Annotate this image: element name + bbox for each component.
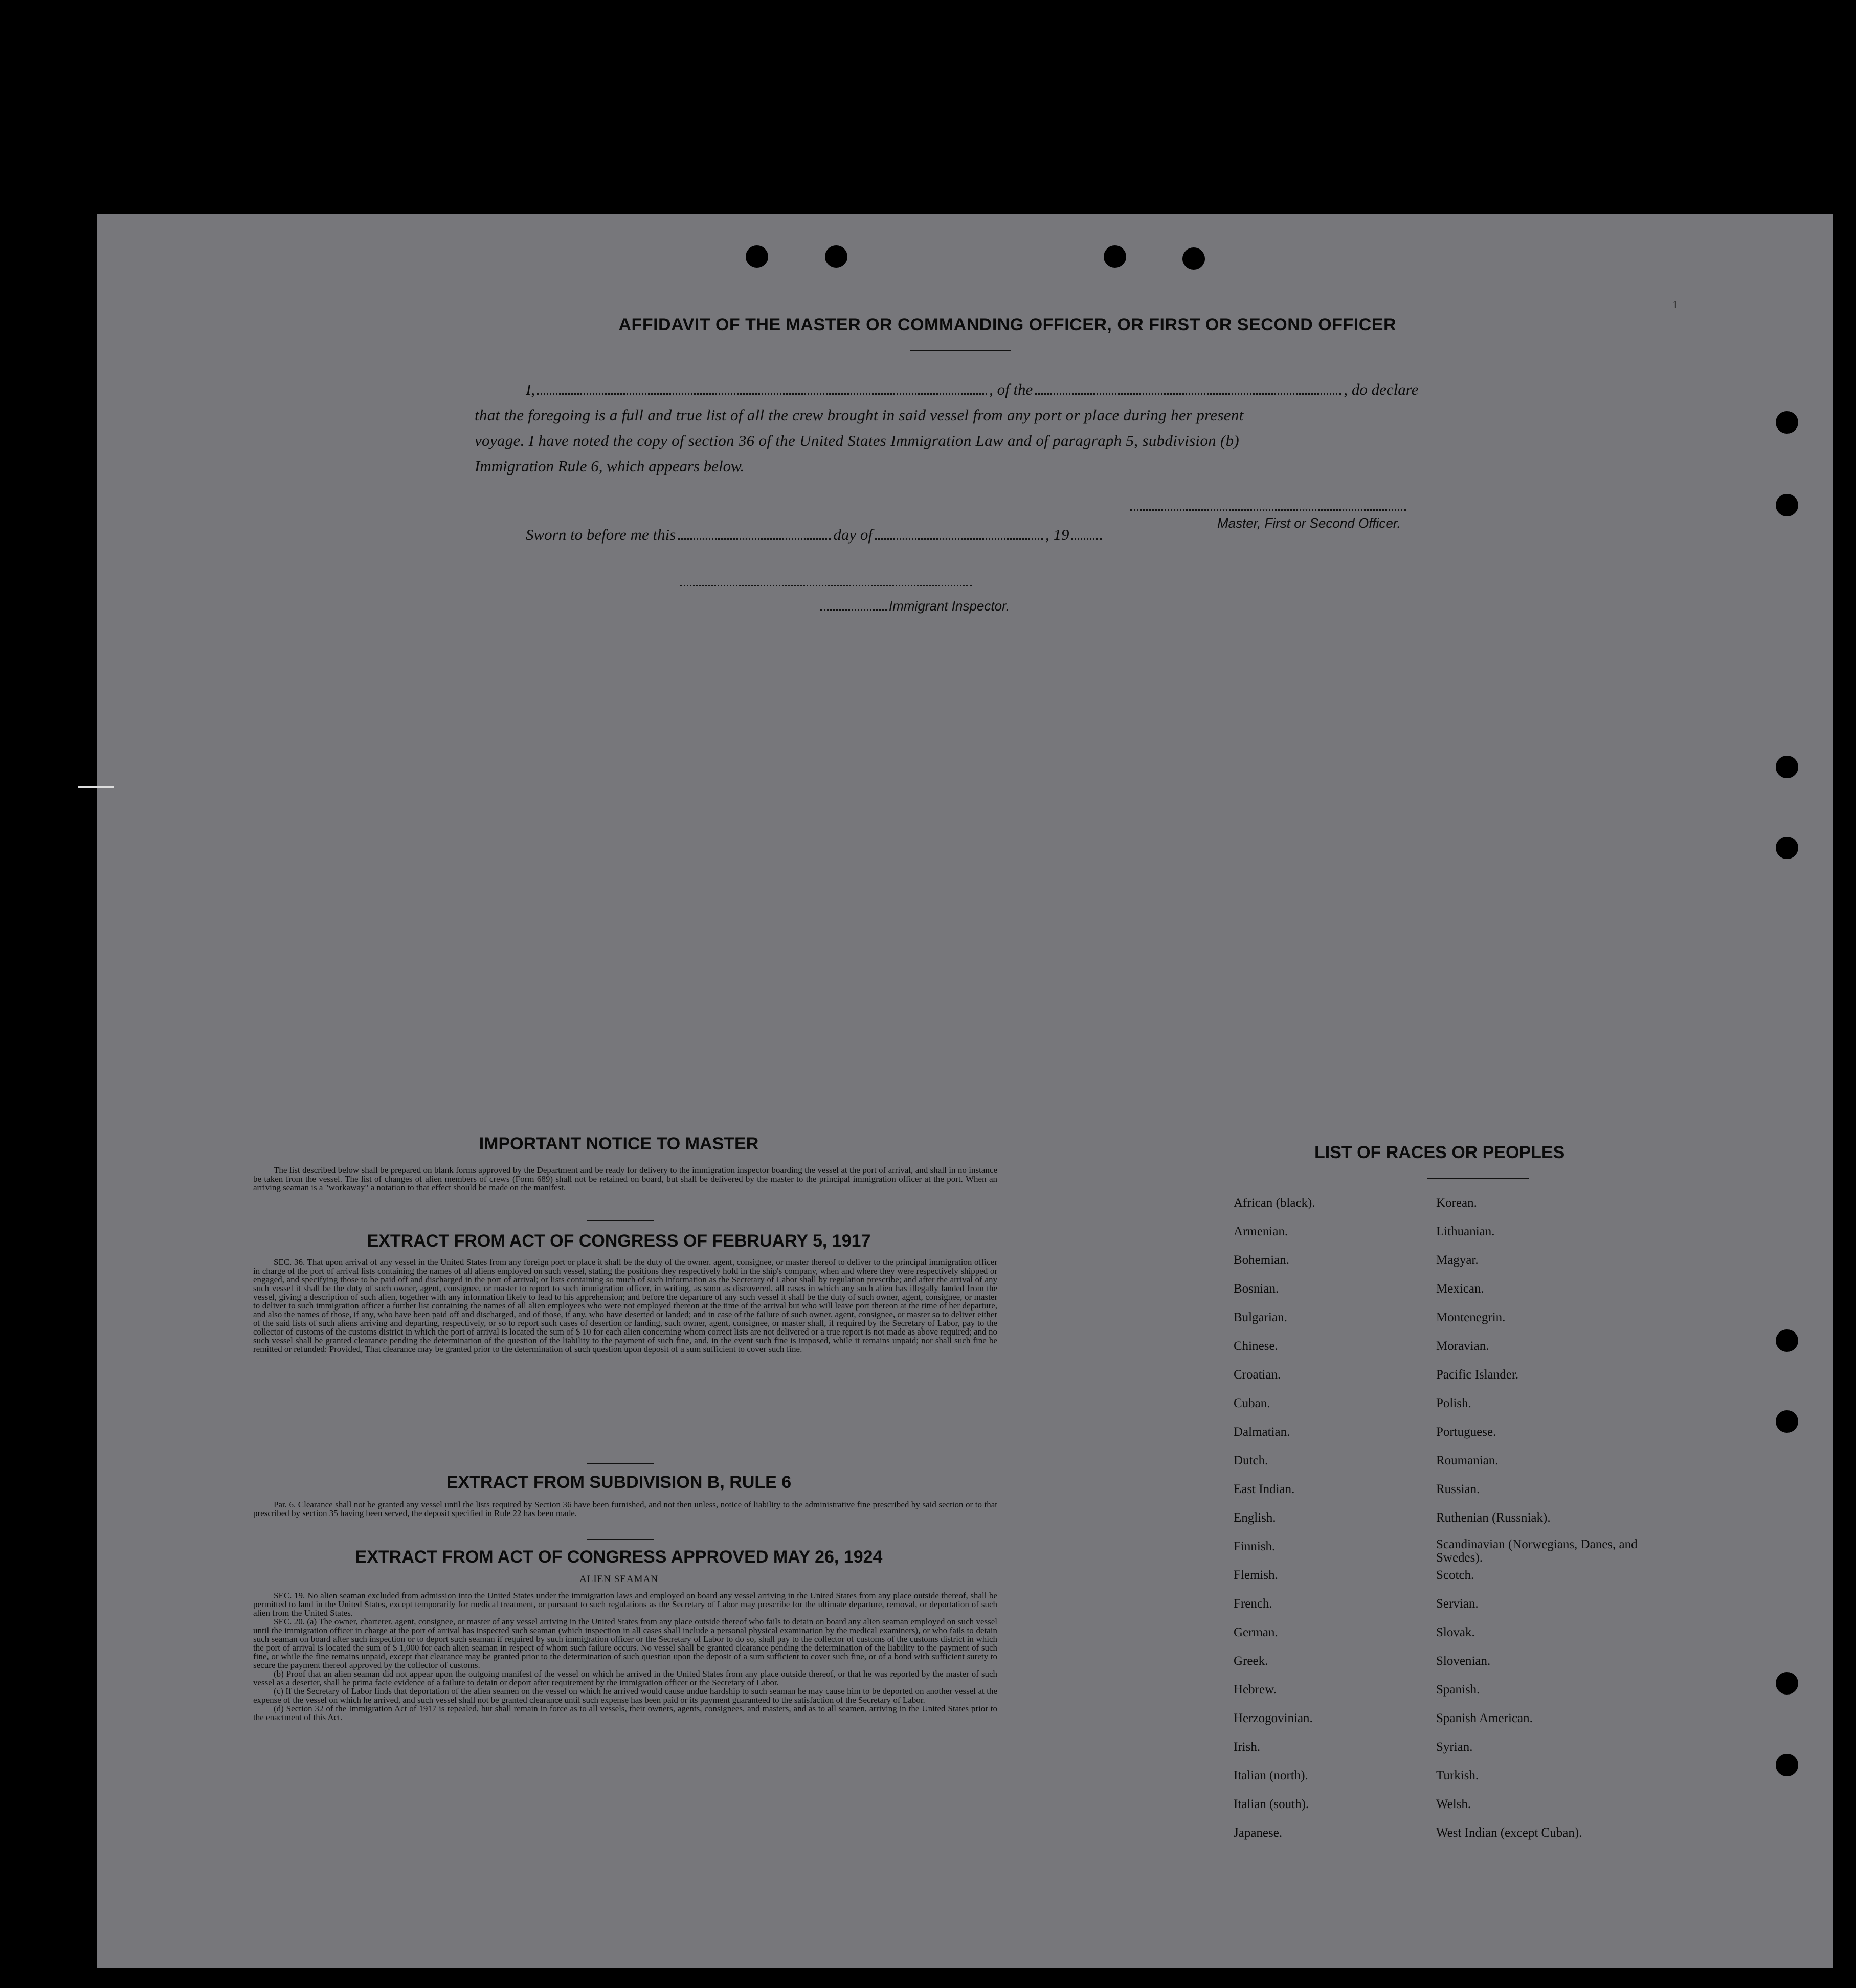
declarant-name-field[interactable] [537, 393, 987, 395]
race-item: Greek. [1234, 1654, 1268, 1668]
rule-6-text [253, 1500, 997, 1529]
master-signature-line[interactable] [1130, 509, 1406, 511]
vessel-prefix: , of the [989, 380, 1033, 398]
race-item: Korean. [1436, 1196, 1477, 1210]
notice-text [253, 1166, 997, 1207]
races-title: LIST OF RACES OR PEOPLES [1314, 1143, 1565, 1162]
year-prefix: , 19 [1045, 526, 1069, 544]
declarant-prefix: I, [526, 380, 535, 398]
notice-title: IMPORTANT NOTICE TO MASTER [479, 1134, 759, 1154]
race-item: Slovenian. [1436, 1654, 1491, 1668]
race-item: Scandinavian (Norwegians, Danes, and Swedes). [1436, 1538, 1638, 1565]
race-item: Hebrew. [1234, 1683, 1277, 1697]
race-item: Moravian. [1436, 1339, 1489, 1353]
inspector-name-field[interactable] [820, 609, 887, 611]
par-6-paragraph: Par. 6. Clearance shall not be granted any vessel until the lists required by Section 36 have been furnished, and not then unless, notice of liability to the administrative fine prescribed by said section or to that prescribed by section 35 having been served, the deposit specified in Rule 22 has been made. [253, 1500, 997, 1518]
race-item: Dalmatian. [1234, 1425, 1290, 1439]
race-item: Mexican. [1436, 1282, 1484, 1296]
inspector-label: Immigrant Inspector. [818, 598, 1010, 614]
section-rule [587, 1463, 654, 1464]
sec-20b-paragraph: (b) Proof that an alien seaman did not appear upon the outgoing manifest of the vessel on which he arrived in the United States from any place outside thereof, or that he was reported by the master of such vessel as a deserter, shall be prima facie evidence of a failure to detain or deport after requirement by the immigration officer or the Secretary of Labor. [253, 1669, 997, 1687]
punch-hole [1776, 1672, 1798, 1695]
extract-1924-title: EXTRACT FROM ACT OF CONGRESS APPROVED MAY 26, 1924 [355, 1547, 883, 1567]
race-item: Magyar. [1436, 1253, 1479, 1267]
race-item: Bohemian. [1234, 1253, 1290, 1267]
race-item: Turkish. [1436, 1769, 1479, 1782]
race-item: English. [1234, 1511, 1276, 1525]
race-item: German. [1234, 1625, 1278, 1639]
punch-hole [1776, 1410, 1798, 1433]
manifest-page [97, 214, 1833, 1968]
race-item: Montenegrin. [1436, 1311, 1506, 1324]
punch-hole [1776, 756, 1798, 778]
inspector-signature-line[interactable] [680, 585, 972, 586]
notice-paragraph: The list described below shall be prepared on blank forms approved by the Department and be ready for delivery to the immigration inspector boarding the vessel at the port of arrival, and shall in no instance be taken from the vessel. The list of changes of alien members of crews (Form 689) shall not be retained on board, but shall be delivered by the master to the principal immigration officer at the port. When an arriving seaman is a "workaway" a notation to that effect should be made on the manifest. [253, 1166, 997, 1192]
race-item: Irish. [1234, 1740, 1261, 1754]
section-rule [587, 1539, 654, 1540]
punch-hole [1776, 1754, 1798, 1776]
race-item: Portuguese. [1436, 1425, 1496, 1439]
edge-mark [78, 786, 114, 788]
sworn-month-field[interactable] [875, 538, 1043, 540]
races-rule [1427, 1178, 1529, 1179]
affidavit-line-4: Immigration Rule 6, which appears below. [475, 457, 745, 475]
sworn-line [526, 526, 1104, 544]
race-item: Italian (south). [1234, 1797, 1309, 1811]
race-item: Pacific Islander. [1436, 1368, 1519, 1382]
race-item: East Indian. [1234, 1482, 1295, 1496]
race-item: Russian. [1436, 1482, 1480, 1496]
section-rule [587, 1220, 654, 1221]
race-item: French. [1234, 1597, 1272, 1611]
punch-hole [1776, 494, 1798, 516]
sec-20c-paragraph: (c) If the Secretary of Labor finds that deportation of the alien seamen on the vessel on which he arrived would cause undue hardship to such seaman he may cause him to be deported on another vessel at the expense of the vessel on which he arrived, and such vessel shall not be granted clearance until such expense has been paid or its payment guaranteed to the satisfaction of the Secretary of Labor. [253, 1686, 997, 1705]
sworn-year-field[interactable] [1071, 538, 1102, 540]
race-item: Scotch. [1436, 1568, 1474, 1582]
race-item: Slovak. [1436, 1625, 1475, 1639]
race-item: Croatian. [1234, 1368, 1281, 1382]
race-item: Bosnian. [1234, 1282, 1279, 1296]
race-item: Italian (north). [1234, 1769, 1308, 1782]
race-item: Armenian. [1234, 1225, 1288, 1238]
race-item: West Indian (except Cuban). [1436, 1826, 1582, 1840]
alien-seaman-subtitle: ALIEN SEAMAN [579, 1574, 658, 1585]
race-item: African (black). [1234, 1196, 1315, 1210]
master-signature-label: Master, First or Second Officer. [1217, 515, 1401, 531]
sec-20a-paragraph: SEC. 20. (a) The owner, charterer, agent, consignee, or master of any vessel arriving in the United States from any place outside thereof who fails to detain on board any alien seaman employed on such vessel until the immigration officer in charge at the port of arrival has inspected such seaman (which inspection in all cases shall include a personal physical examination by the medical examiners), or who fails to detain such seaman on board after such inspection or to deport such seaman if required by such immigration officer or the Secretary of Labor to do so, shall pay to the collector of customs of the customs district in which the port of arrival is located the sum of $ 1,000 for each alien seaman in respect of whom such failure occurs. No vessel shall be granted clearance pending the determination of the liability to the payment of such fine, or while the fine remains unpaid, except that clearance may be granted prior to the determination of such question upon the deposit of a sum sufficient to cover such fine, or of a bond with sufficient surety to secure the payment thereof approved by the collector of customs. [253, 1617, 997, 1670]
race-item: Welsh. [1436, 1797, 1471, 1811]
extract-1917-text [253, 1258, 997, 1457]
sec-20d-paragraph: (d) Section 32 of the Immigration Act of 1917 is repealed, but shall remain in force as to all vessels, their owners, agents, consignees, and masters, and as to all seamen, arriving in the United States prior to the enactment of this Act. [253, 1704, 997, 1722]
day-of-text: day of [833, 526, 873, 544]
affidavit-line-3: voyage. I have noted the copy of section 36 of the United States Immigration Law and of paragraph 5, subdivision (b) [475, 432, 1240, 449]
rule-6-title: EXTRACT FROM SUBDIVISION B, RULE 6 [446, 1473, 792, 1492]
punch-hole [1182, 247, 1205, 270]
race-item: Finnish. [1234, 1540, 1276, 1553]
race-item: Spanish. [1436, 1683, 1480, 1697]
title-rule [910, 350, 1011, 351]
race-item: Polish. [1436, 1396, 1471, 1410]
punch-hole [825, 245, 847, 268]
punch-hole [1776, 837, 1798, 859]
race-item: Roumanian. [1436, 1454, 1499, 1467]
punch-hole [1776, 411, 1798, 434]
race-item: Syrian. [1436, 1740, 1473, 1754]
sec-19-paragraph: SEC. 19. No alien seaman excluded from admission into the United States under the immigration laws and employed on board any vessel arriving in the United States from any place outside thereof, shall be permitted to land in the United States, except temporarily for medical treatment, or pursuant to such regulations as the Secretary of Labor may prescribe for the ultimate departure, removal, or deportation of such alien from the United States. [253, 1591, 997, 1618]
race-item: Japanese. [1234, 1826, 1283, 1840]
punch-hole [1776, 1329, 1798, 1352]
sworn-day-field[interactable] [678, 538, 831, 540]
affidavit-line-1 [526, 380, 1418, 399]
sworn-text: Sworn to before me this [526, 526, 676, 544]
extract-1924-text [253, 1591, 997, 1804]
race-item: Dutch. [1234, 1454, 1268, 1467]
race-item: Spanish American. [1436, 1711, 1533, 1725]
affidavit-title: AFFIDAVIT OF THE MASTER OR COMMANDING OFFICER, OR FIRST OR SECOND OFFICER [618, 315, 1396, 334]
declare-text: , do declare [1344, 380, 1419, 398]
race-item: Servian. [1436, 1597, 1479, 1611]
punch-hole [746, 245, 768, 268]
extract-1917-title: EXTRACT FROM ACT OF CONGRESS OF FEBRUARY 5, 1917 [367, 1231, 871, 1251]
race-item: Ruthenian (Russniak). [1436, 1511, 1551, 1525]
page-number: 1 [1672, 298, 1678, 311]
race-item: Bulgarian. [1234, 1311, 1287, 1324]
vessel-name-field[interactable] [1035, 393, 1341, 395]
punch-hole [1104, 245, 1126, 268]
race-item: Cuban. [1234, 1396, 1270, 1410]
race-item: Chinese. [1234, 1339, 1278, 1353]
race-item: Lithuanian. [1436, 1225, 1495, 1238]
sec-36-paragraph: SEC. 36. That upon arrival of any vessel in the United States from any foreign port or place it shall be the duty of the owner, agent, consignee, or master thereof to deliver to the principal immigration officer in charge of the port of arrival lists containing the names of all aliens employed on such vessel, stating the positions they respectively hold in the ship's company, when and where they were respectively shipped or engaged, and specifying those to be paid off and discharged in the port of arrival; or lists containing so much of such information as the Secretary of Labor shall by regulation prescribe; and after the arrival of any such vessel it shall be the duty of such owner, agent, consignee, or master to report to such immigration officer, in writing, as soon as discovered, all cases in which any such alien has illegally landed from the vessel, giving a description of such alien, together with any information likely to lead to his apprehension; and before the departure of any such vessel it shall be the duty of such owner, agent, consignee, or master to deliver to such immigration officer a further list containing the names of all alien employees who were not employed thereon at the time of the arrival but who will leave port thereon at the time of her departure, and also the names of those, if any, who have been paid off and discharged, and of those, if any, who have deserted or landed; and in case of the failure of such owner, agent, consignee, or master so to deliver either of the said lists of such aliens arriving and departing, respectively, or so to report such cases of desertion or landing, such owner, agent, consignee, or master shall, if required by the Secretary of Labor, pay to the collector of customs of the customs district in which the port of arrival is located the sum of $ 10 for each alien concerning whom correct lists are not delivered or a true report is not made as above required; and no such vessel shall be granted clearance pending the determination of the question of the liability to the payment of such fine, and, in the event such fine is imposed, while it remains unpaid; nor shall such fine be remitted or refunded: Provided, That clearance may be granted prior to the determination of such question upon deposit of a sum sufficient to cover such fine. [253, 1258, 997, 1354]
race-item: Flemish. [1234, 1568, 1278, 1582]
affidavit-line-2: that the foregoing is a full and true list of all the crew brought in said vessel from any port or place during her present [475, 406, 1244, 424]
race-item: Herzogovinian. [1234, 1711, 1313, 1725]
